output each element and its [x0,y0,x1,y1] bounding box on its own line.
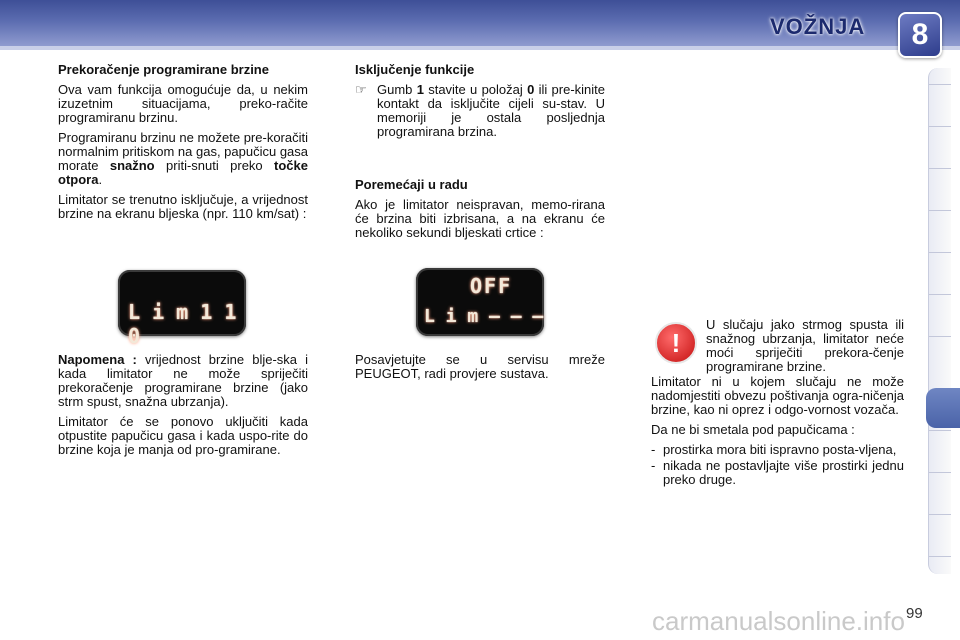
column-middle-section2 [355,178,605,246]
warning-icon: ! [655,322,697,364]
section-heading: Isključenje funkcije [355,62,475,77]
paragraph: Limitator će se ponovo uključiti kada otpustite papučicu gasa i kada uspo-rite do brzine koja je manja od pro-gramirane. [58,414,308,457]
chapter-side-tabs [928,68,951,574]
lcd-text: L i m 1 1 0 [128,300,237,348]
watermark: carmanualsonline.info [652,606,905,636]
paragraph: Ova vam funkcija omogućuje da, u nekim izuzetnim situacijama, preko-račite programiranu brzinu. [58,82,308,125]
lcd-text-top: OFF [470,274,513,298]
hand-pointer-icon: ☞ [355,82,367,97]
paragraph: Da ne bi smetala pod papučicama : [651,422,855,437]
list-item: - nikada ne postavljajte više prostirki jednu preko druge. [651,458,904,487]
column-right [651,375,904,493]
list-item: - prostirka mora biti ispravno posta-vljena, [651,442,897,457]
paragraph: Posavjetujte se u servisu mreže PEUGEOT, radi provjere sustava. [355,352,605,381]
active-chapter-tab[interactable] [926,388,960,428]
header-stripe [0,46,960,50]
column-left-lower [58,353,308,463]
column-middle [355,63,605,145]
section-heading: Prekoračenje programirane brzine [58,62,269,77]
paragraph: Limitator ni u kojem slučaju ne može nadomjestiti obvezu poštivanja ogra-ničenja brzine, kao ni oprez i odgo-vornost vozača. [651,374,904,417]
page-number: 99 [906,605,923,622]
paragraph: Programiranu brzinu ne možete pre-koračiti normalnim pritiskom na gas, papučicu gasa morate snažno priti-snuti preko točke otpora. [58,130,309,187]
lcd-display-fault [416,268,544,336]
note-label: Napomena : [58,352,137,367]
column-left [58,63,308,227]
section-heading: Poremećaji u radu [355,177,468,192]
chapter-number-badge: 8 [898,12,942,58]
note-paragraph: Napomena : vrijednost brzine blje-ska i kada limitator ne može spriječiti prekoračenje programirane brzine (jako strm spust, snažna ubrzanja). [58,352,308,409]
bullet-item: ☞ Gumb 1 stavite u položaj 0 ili pre-kinite kontakt da isključite cijeli su-stav. U memoriji je ostala posljednja programirana brzina. [355,83,605,145]
warning-text: U slučaju jako strmog spusta ili snažnog ubrzanja, limitator neće moći spriječiti prekora-čenje programirane brzine. [706,317,904,374]
paragraph: Limitator se trenutno isključuje, a vrijednost brzine na ekranu bljeska (npr. 110 km/sat) : [58,192,308,221]
lcd-text-bottom: L i m – – – [424,306,544,327]
column-middle-lower [355,353,605,387]
chapter-title: VOŽNJA [770,14,866,39]
paragraph: Ako je limitator neispravan, memo-rirana će brzina biti izbrisana, a na ekranu će nekoliko sekundi bljeskati crtice : [355,197,605,240]
lcd-display-limit [118,270,246,348]
